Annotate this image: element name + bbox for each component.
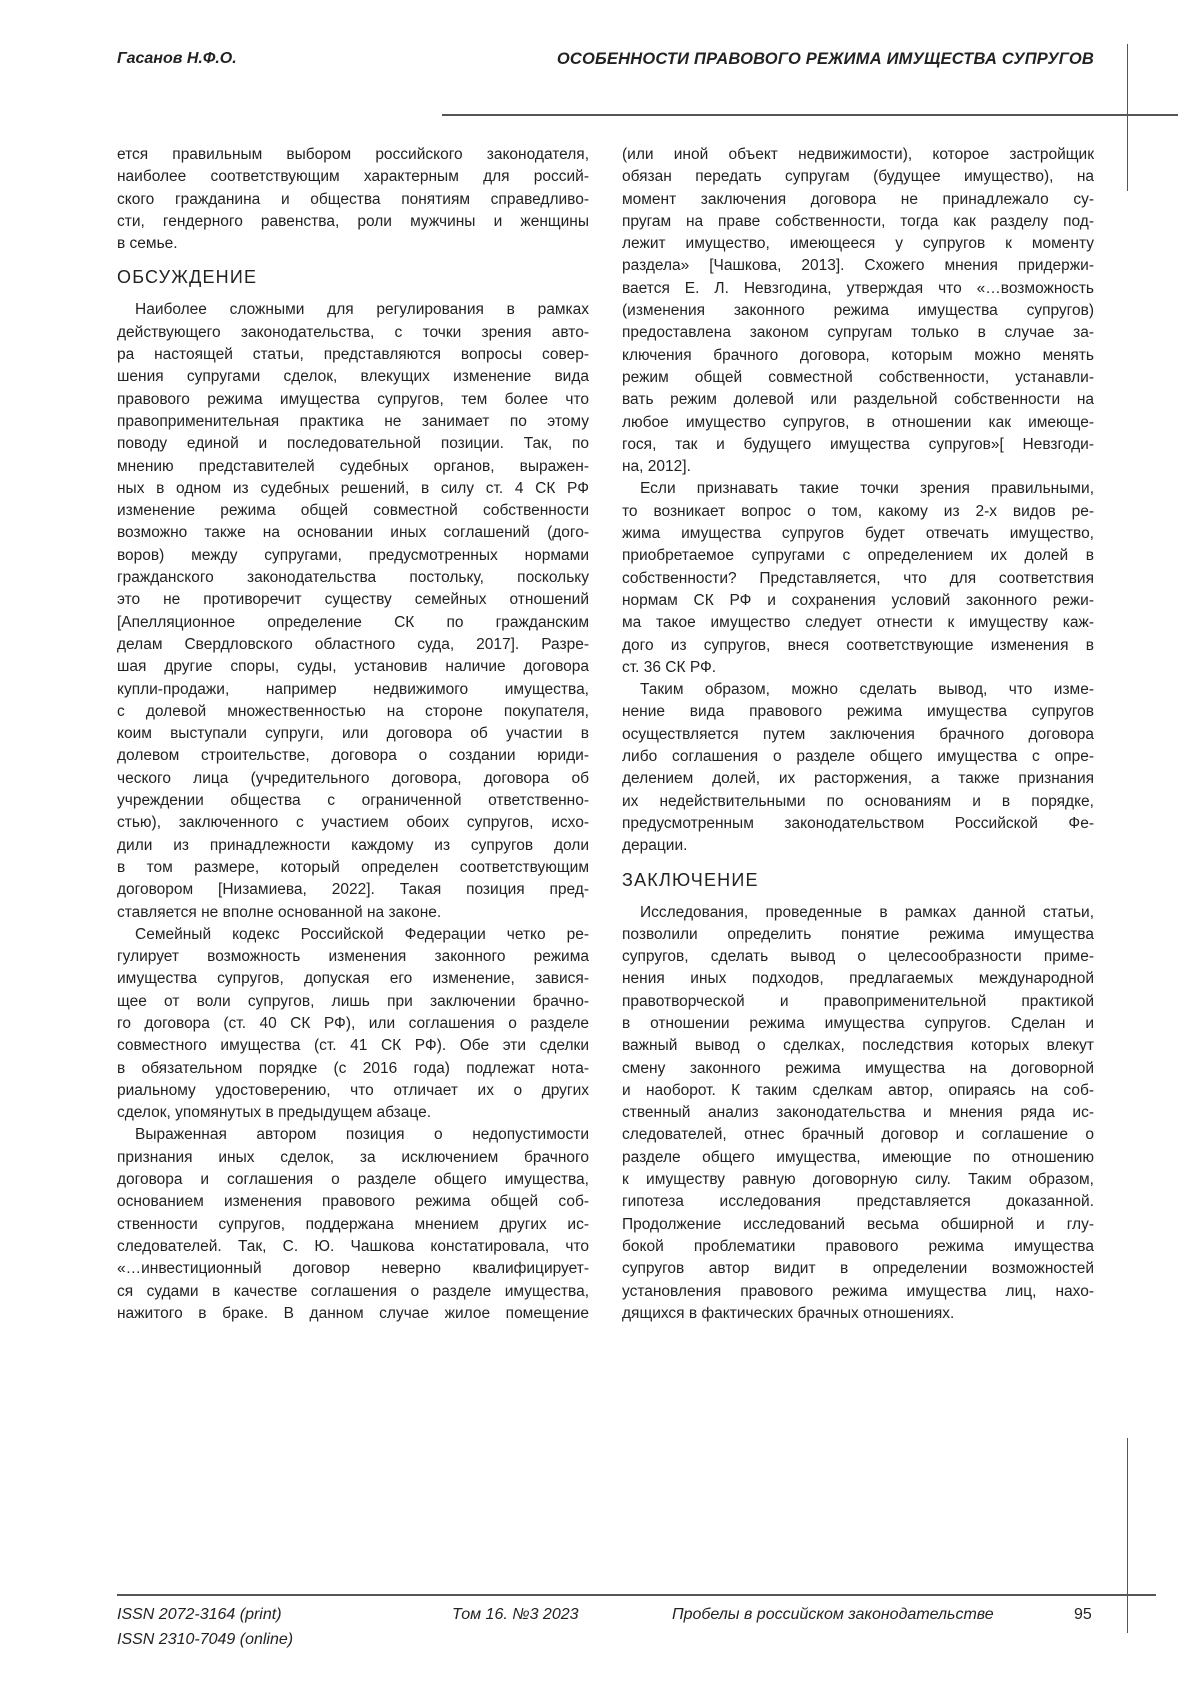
text-line: ется правильным выбором российского законодателя, xyxy=(117,144,589,166)
text-line: ся судами в качестве соглашения о разделе имущества, xyxy=(117,1281,589,1303)
text-line: Продолжение исследований весьма обширной и глу- xyxy=(622,1214,1094,1236)
text-line: установления правового режима имущества лиц, нахо- xyxy=(622,1281,1094,1303)
text-line: предусмотренным законодательством Российской Фе- xyxy=(622,813,1094,835)
text-line: основанием изменения правового режима общей соб- xyxy=(117,1191,589,1213)
text-line: гося, так и будущего имущества супругов»[ Невзгоди- xyxy=(622,434,1094,456)
text-line: учреждении общества с ограниченной ответственно- xyxy=(117,790,589,812)
text-line: либо соглашения о разделе общего имущества с опре- xyxy=(622,746,1094,768)
text-line: наиболее соответствующим характерным для россий- xyxy=(117,166,589,188)
text-line: их недействительными по основаниям и в порядке, xyxy=(622,791,1094,813)
text-line: собственности? Представляется, что для соответствия xyxy=(622,568,1094,590)
text-line: ставляется не вполне основанной на законе. xyxy=(117,902,589,924)
paragraph xyxy=(622,478,1094,679)
text-line: приобретаемое супругами с определением их долей в xyxy=(622,545,1094,567)
text-line: го договора (ст. 40 СК РФ), или соглашения о разделе xyxy=(117,1013,589,1035)
text-line: правового режима имущества супругов, тем более что xyxy=(117,389,589,411)
text-line: Исследования, проведенные в рамках данной статьи, xyxy=(622,902,1094,924)
text-line: гражданского законодательства постольку, поскольку xyxy=(117,567,589,589)
section-heading: ЗАКЛЮЧЕНИЕ xyxy=(622,858,1094,902)
text-line: нение вида правового режима имущества супругов xyxy=(622,701,1094,723)
text-line: Семейный кодекс Российской Федерации четко ре- xyxy=(117,924,589,946)
text-line: Выраженная автором позиция о недопустимости xyxy=(117,1124,589,1146)
text-line: дерации. xyxy=(622,835,1094,857)
text-line: сти, гендерного равенства, роли мужчины и женщины xyxy=(117,211,589,233)
page-number: 95 xyxy=(1074,1606,1092,1624)
right-column xyxy=(622,144,1094,1325)
text-line: вать режим долевой или раздельной собственности на xyxy=(622,389,1094,411)
footer-rule xyxy=(117,1594,1156,1596)
paragraph xyxy=(117,1124,589,1325)
section-heading: ОБСУЖДЕНИЕ xyxy=(117,255,589,299)
text-line: и наоборот. К таким сделкам автор, опираясь на соб- xyxy=(622,1080,1094,1102)
text-line: гулирует возможность изменения законного режима xyxy=(117,946,589,968)
text-line: в семье. xyxy=(117,233,589,255)
text-line: стью), заключенного с участием обоих супругов, исхо- xyxy=(117,812,589,834)
text-line: осуществляется путем заключения брачного договора xyxy=(622,724,1094,746)
text-line: ра настоящей статьи, представляются вопросы совер- xyxy=(117,344,589,366)
text-line: щее от воли супругов, лишь при заключении брачно- xyxy=(117,991,589,1013)
left-column xyxy=(117,144,589,1325)
text-line: бокой проблематики правового режима имущества xyxy=(622,1236,1094,1258)
text-line: нения иных подходов, предлагаемых международной xyxy=(622,968,1094,990)
text-line: смену законного режима имущества на договорной xyxy=(622,1058,1094,1080)
footer-crop-mark xyxy=(1127,1438,1128,1633)
text-line: [Апелляционное определение СК по гражданским xyxy=(117,612,589,634)
text-line: «…инвестиционный договор неверно квалифицирует- xyxy=(117,1258,589,1280)
text-line: совместного имущества (ст. 41 СК РФ). Обе эти сделки xyxy=(117,1035,589,1057)
text-line: ст. 36 СК РФ. xyxy=(622,657,1094,679)
text-line: Таким образом, можно сделать вывод, что изме- xyxy=(622,679,1094,701)
text-line: следователей, отнес брачный договор и соглашение о xyxy=(622,1124,1094,1146)
text-line: сделок, упомянутых в предыдущем абзаце. xyxy=(117,1102,589,1124)
text-line: в том размере, который определен соответствующим xyxy=(117,857,589,879)
paragraph xyxy=(117,299,589,923)
paragraph xyxy=(622,902,1094,1326)
text-line: имущества супругов, допуская его изменение, завися- xyxy=(117,968,589,990)
text-line: важный вывод о сделках, последствия которых влекут xyxy=(622,1035,1094,1057)
text-line: договора и соглашения о разделе общего имущества, xyxy=(117,1169,589,1191)
text-line: договором [Низамиева, 2022]. Такая позиция пред- xyxy=(117,879,589,901)
paragraph xyxy=(622,144,1094,478)
text-line: делам Свердловского областного суда, 2017]. Разре- xyxy=(117,634,589,656)
text-line: разделе общего имущества, имеющие по отношению xyxy=(622,1147,1094,1169)
running-header-title: ОСОБЕННОСТИ ПРАВОВОГО РЕЖИМА ИМУЩЕСТВА СУПРУГОВ xyxy=(557,50,1094,69)
text-line: (или иной объект недвижимости), которое застройщик xyxy=(622,144,1094,166)
footer-issn-print: ISSN 2072-3164 (print) xyxy=(117,1606,282,1624)
text-line: действующего законодательства, с точки зрения авто- xyxy=(117,322,589,344)
text-line: воров) между супругами, предусмотренных нормами xyxy=(117,545,589,567)
header-rule xyxy=(442,114,1178,116)
text-line: признания иных сделок, за исключением брачного xyxy=(117,1147,589,1169)
text-line: возможно также на основании иных соглашений (дого- xyxy=(117,522,589,544)
text-line: правоприменительная практика не занимает по этому xyxy=(117,411,589,433)
text-line: ма такое имущество следует отнести к имуществу каж- xyxy=(622,612,1094,634)
text-line: в отношении режима имущества супругов. Сделан и xyxy=(622,1013,1094,1035)
text-line: супругов, сделать вывод о целесообразности приме- xyxy=(622,946,1094,968)
footer-issn-online: ISSN 2310-7049 (online) xyxy=(117,1631,293,1649)
text-line: риальному удостоверению, что отличает их о других xyxy=(117,1080,589,1102)
text-line: то возникает вопрос о том, какому из 2-х видов ре- xyxy=(622,501,1094,523)
text-line: это не противоречит существу семейных отношений xyxy=(117,589,589,611)
text-line: шая другие споры, суды, установив наличие договора xyxy=(117,656,589,678)
paragraph xyxy=(117,144,589,255)
text-line: дящихся в фактических брачных отношениях. xyxy=(622,1303,1094,1325)
text-line: Если признавать такие точки зрения правильными, xyxy=(622,478,1094,500)
text-line: делением долей, их расторжения, а также признания xyxy=(622,768,1094,790)
text-line: (изменения законного режима имущества супругов) xyxy=(622,300,1094,322)
text-line: дили из принадлежности каждому из супругов доли xyxy=(117,835,589,857)
text-line: пругам на праве собственности, тогда как разделу под- xyxy=(622,211,1094,233)
text-line: изменение режима общей совместной собственности xyxy=(117,500,589,522)
text-line: режим общей совместной собственности, устанавли- xyxy=(622,367,1094,389)
footer-journal-name: Пробелы в российском законодательстве xyxy=(672,1606,994,1624)
text-line: раздела» [Чашкова, 2013]. Схожего мнения придержи- xyxy=(622,255,1094,277)
text-line: Наиболее сложными для регулирования в рамках xyxy=(117,299,589,321)
text-line: нажитого в браке. В данном случае жилое помещение xyxy=(117,1303,589,1325)
text-line: в обязательном порядке (с 2016 года) подлежат нота- xyxy=(117,1058,589,1080)
text-line: на, 2012]. xyxy=(622,456,1094,478)
running-header-author: Гасанов Н.Ф.О. xyxy=(117,50,237,68)
text-line: любое имущество супругов, в отношении как имеюще- xyxy=(622,412,1094,434)
footer-volume: Том 16. №3 2023 xyxy=(452,1606,579,1624)
text-line: позволили определить понятие режима имущества xyxy=(622,924,1094,946)
text-line: ных в одном из судебных решений, в силу ст. 4 СК РФ xyxy=(117,478,589,500)
text-line: купли-продажи, например недвижимого имущества, xyxy=(117,679,589,701)
text-line: поводу единой и последовательной позиции. Так, по xyxy=(117,433,589,455)
text-line: ческого лица (учредительного договора, договора об xyxy=(117,768,589,790)
text-line: следователей. Так, С. Ю. Чашкова констатировала, что xyxy=(117,1236,589,1258)
text-line: предоставлена законом супругам только в случае за- xyxy=(622,322,1094,344)
text-line: жима имущества супругов будет отвечать имущество, xyxy=(622,523,1094,545)
text-line: к имуществу равную договорную силу. Таким образом, xyxy=(622,1169,1094,1191)
header-crop-mark xyxy=(1127,44,1128,191)
text-line: коим выступали супруги, или договора об участии в xyxy=(117,723,589,745)
text-line: ского гражданина и общества понятиям справедливо- xyxy=(117,189,589,211)
text-line: лежит имущество, имеющееся у супругов к моменту xyxy=(622,233,1094,255)
text-line: ственный анализ законодательства и мнения ряда ис- xyxy=(622,1102,1094,1124)
text-line: вается Е. Л. Невзгодина, утверждая что «…возможность xyxy=(622,278,1094,300)
text-line: обязан передать супругам (будущее имущество), на xyxy=(622,166,1094,188)
text-line: ключения брачного договора, которым можно менять xyxy=(622,345,1094,367)
paragraph xyxy=(622,679,1094,857)
text-line: дого из супругов, внеся соответствующие изменения в xyxy=(622,635,1094,657)
text-line: нормам СК РФ и сохранения условий законного режи- xyxy=(622,590,1094,612)
paragraph xyxy=(117,924,589,1125)
text-line: шения супругами сделок, влекущих изменение вида xyxy=(117,366,589,388)
text-line: мнению представителей судебных органов, выражен- xyxy=(117,456,589,478)
text-line: с долевой множественностью на стороне покупателя, xyxy=(117,701,589,723)
text-line: правотворческой и правоприменительной практикой xyxy=(622,991,1094,1013)
text-line: супругов автор видит в определении возможностей xyxy=(622,1258,1094,1280)
text-line: момент заключения договора не принадлежало су- xyxy=(622,189,1094,211)
text-line: гипотеза исследования представляется доказанной. xyxy=(622,1191,1094,1213)
text-line: долевом строительстве, договора о создании юриди- xyxy=(117,745,589,767)
text-line: ственности супругов, поддержана мнением других ис- xyxy=(117,1214,589,1236)
